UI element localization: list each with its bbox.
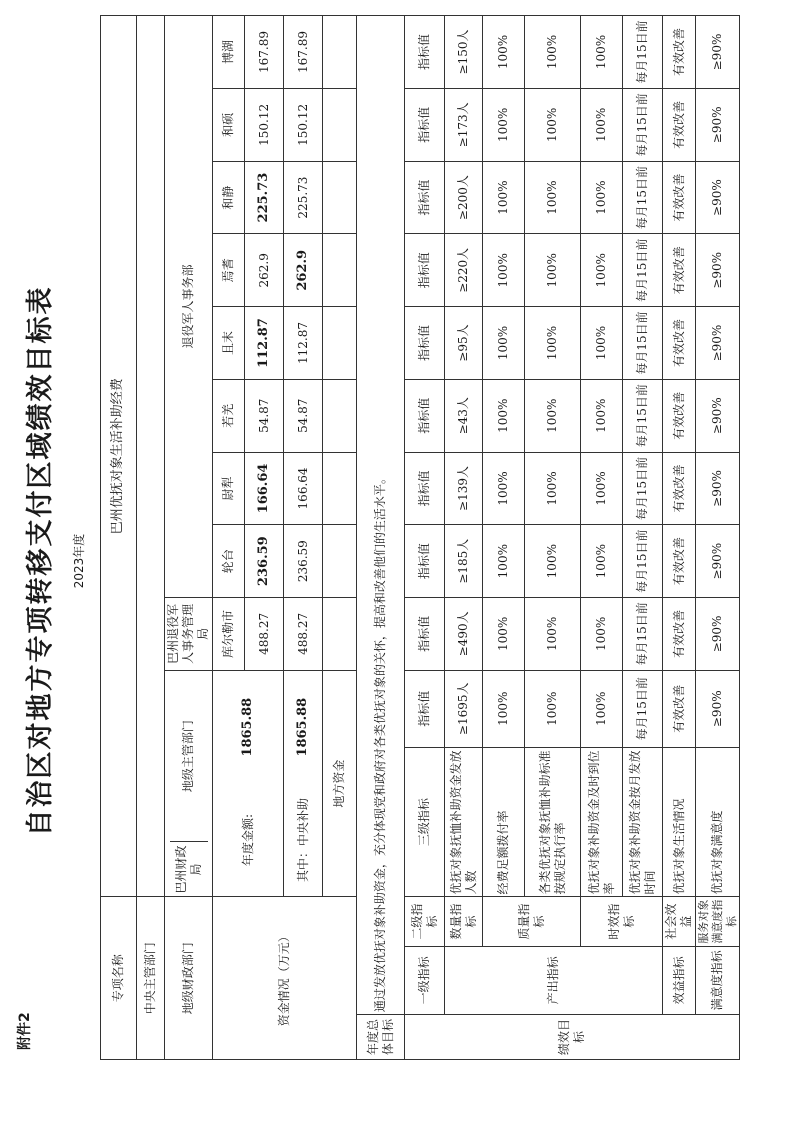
central-amount-label: 其中：中央补助	[295, 798, 310, 883]
level3-cell: 优抚对象抚恤补助资金发放人数	[445, 747, 483, 897]
county-annual: 262.9	[245, 234, 284, 307]
county-value: 有效改善	[663, 525, 696, 598]
value-cell: 100%	[525, 670, 581, 747]
county-value: 每月15日前	[623, 16, 663, 89]
level3-header: 三级指标	[405, 747, 445, 897]
county-value: 有效改善	[663, 598, 696, 671]
level2-cell: 数量指标	[445, 897, 483, 946]
county-value: ≥90%	[696, 89, 740, 162]
county-value: ≥90%	[696, 379, 740, 452]
county-value: 100%	[525, 307, 581, 380]
county-name: 尉犁	[213, 452, 245, 525]
county-value: 100%	[525, 452, 581, 525]
performance-table	[100, 15, 740, 1060]
county-central: 54.87	[284, 379, 323, 452]
value-header: 指标值	[405, 452, 445, 525]
value-header: 指标值	[405, 379, 445, 452]
county-value: ≥220人	[445, 234, 483, 307]
county-value: 每月15日前	[623, 525, 663, 598]
county-central: 488.27	[284, 598, 323, 671]
county-value: 100%	[581, 161, 623, 234]
county-value: 100%	[525, 598, 581, 671]
county-value: 100%	[483, 307, 525, 380]
county-central: 262.9	[284, 234, 323, 307]
project-label: 专项名称	[101, 897, 137, 1060]
local-mgmt-value: 巴州退役军人事务管理局	[165, 598, 213, 671]
county-value: 有效改善	[663, 161, 696, 234]
county-value: 每月15日前	[623, 161, 663, 234]
county-value: 100%	[581, 379, 623, 452]
county-header-row	[213, 16, 245, 1060]
county-value: 100%	[483, 452, 525, 525]
page-title: 自治区对地方专项转移支付区域绩效目标表	[25, 285, 56, 837]
county-value: ≥490人	[445, 598, 483, 671]
county-value: 每月15日前	[623, 307, 663, 380]
county-value: ≥150人	[445, 16, 483, 89]
county-annual: 225.73	[245, 161, 284, 234]
county-value: 100%	[525, 161, 581, 234]
county-annual: 150.12	[245, 89, 284, 162]
performance-label: 绩效目标	[405, 1015, 740, 1060]
county-value: 有效改善	[663, 452, 696, 525]
county-value: ≥95人	[445, 307, 483, 380]
county-name: 和硕	[213, 89, 245, 162]
level3-cell: 优抚对象生活情况	[663, 747, 696, 897]
county-value: 100%	[581, 234, 623, 307]
central-dept-label: 中央主管部门	[137, 897, 165, 1060]
county-value: 每月15日前	[623, 89, 663, 162]
value-header: 指标值	[405, 234, 445, 307]
county-value: 每月15日前	[623, 452, 663, 525]
value-cell: 100%	[483, 670, 525, 747]
county-value: 100%	[581, 307, 623, 380]
county-value: 100%	[525, 89, 581, 162]
county-value: ≥200人	[445, 161, 483, 234]
county-name: 和静	[213, 161, 245, 234]
local-finance-value: 巴州财政局	[170, 841, 208, 896]
county-value: 100%	[581, 89, 623, 162]
county-value: 100%	[525, 525, 581, 598]
county-value: 100%	[525, 234, 581, 307]
county-value: ≥43人	[445, 379, 483, 452]
effect-category: 效益指标	[663, 946, 696, 1014]
central-dept-row	[137, 16, 165, 1060]
value-header: 指标值	[405, 525, 445, 598]
value-header: 指标值	[405, 161, 445, 234]
project-value: 巴州优抚对象生活补助经费	[101, 16, 137, 897]
county-central: 167.89	[284, 16, 323, 89]
overall-goal-row	[357, 16, 405, 1060]
overall-goal-label: 年度总体目标	[357, 1015, 405, 1060]
overall-goal-text: 通过发放优抚对象补助资金，充分体现党和政府对各类优抚对象的关怀，提高和改善他们的生活水平。	[357, 16, 405, 1015]
county-annual: 167.89	[245, 16, 284, 89]
county-value: 100%	[581, 452, 623, 525]
county-annual: 54.87	[245, 379, 284, 452]
level1-header: 一级指标	[405, 946, 445, 1014]
value-cell: 有效改善	[663, 670, 696, 747]
county-name: 轮台	[213, 525, 245, 598]
indicator-row	[483, 16, 525, 1060]
county-value: 有效改善	[663, 16, 696, 89]
value-cell: ≥90%	[696, 670, 740, 747]
annual-amount-block	[213, 670, 284, 897]
county-name: 焉耆	[213, 234, 245, 307]
level3-cell: 优抚对象补助资金及时到位率	[581, 747, 623, 897]
county-value: ≥185人	[445, 525, 483, 598]
county-value: ≥139人	[445, 452, 483, 525]
county-value: ≥173人	[445, 89, 483, 162]
county-value: 每月15日前	[623, 598, 663, 671]
central-amount-block	[284, 670, 323, 897]
value-header: 指标值	[405, 670, 445, 747]
value-header: 指标值	[405, 89, 445, 162]
county-central: 225.73	[284, 161, 323, 234]
level3-cell: 经费足额拨付率	[483, 747, 525, 897]
satisfaction-category: 满意度指标	[696, 946, 740, 1014]
annual-amount-label: 年度金额:	[240, 814, 255, 867]
level3-cell: 优抚对象补助资金按月发放时间	[623, 747, 663, 897]
county-name: 且末	[213, 307, 245, 380]
annual-amount-total: 1865.88	[239, 697, 255, 757]
county-value: 每月15日前	[623, 234, 663, 307]
county-value: 100%	[483, 598, 525, 671]
level3-cell: 优抚对象满意度	[696, 747, 740, 897]
local-amount-label: 地方资金	[323, 670, 357, 897]
county-value: 100%	[483, 234, 525, 307]
county-value: 100%	[581, 598, 623, 671]
funding-label: 资金情况（万元）	[213, 897, 357, 1060]
county-value: 有效改善	[663, 89, 696, 162]
county-value: 有效改善	[663, 379, 696, 452]
value-cell: ≥1695人	[445, 670, 483, 747]
project-row	[101, 16, 137, 1060]
annex-label: 附件2	[17, 1012, 33, 1050]
year-label: 2023年度	[72, 533, 86, 589]
value-cell: 100%	[581, 670, 623, 747]
level2-cell: 服务对象满意度指标	[696, 897, 740, 946]
indicator-header-row	[405, 16, 445, 1060]
county-name: 库尔勒市	[213, 598, 245, 671]
county-name: 若羌	[213, 379, 245, 452]
county-dept-value: 退役军人事务部	[165, 16, 213, 598]
county-value: 100%	[581, 525, 623, 598]
local-finance-label: 地级财政部门	[165, 897, 213, 1060]
county-value: 100%	[581, 16, 623, 89]
level2-cell: 质量指标	[483, 897, 581, 946]
county-value: 有效改善	[663, 234, 696, 307]
county-central: 112.87	[284, 307, 323, 380]
level3-cell: 各类优抚对象抚恤补助标准按规定执行率	[525, 747, 581, 897]
county-value: ≥90%	[696, 234, 740, 307]
indicator-row	[696, 16, 740, 1060]
county-value: ≥90%	[696, 161, 740, 234]
county-annual: 488.27	[245, 598, 284, 671]
county-value: 100%	[483, 16, 525, 89]
indicator-row	[663, 16, 696, 1060]
county-value: ≥90%	[696, 598, 740, 671]
county-value: ≥90%	[696, 452, 740, 525]
county-value: 100%	[525, 379, 581, 452]
value-header: 指标值	[405, 307, 445, 380]
county-value: 100%	[483, 161, 525, 234]
finance-and-mgmt	[165, 670, 213, 897]
county-value: 100%	[483, 525, 525, 598]
county-value: 100%	[483, 379, 525, 452]
county-central: 150.12	[284, 89, 323, 162]
level2-cell: 时效指标	[581, 897, 663, 946]
county-value: ≥90%	[696, 307, 740, 380]
level2-cell: 社会效益	[663, 897, 696, 946]
county-annual: 166.64	[245, 452, 284, 525]
county-value: ≥90%	[696, 525, 740, 598]
county-annual: 112.87	[245, 307, 284, 380]
county-value: 每月15日前	[623, 379, 663, 452]
indicator-row	[581, 16, 623, 1060]
county-central: 236.59	[284, 525, 323, 598]
value-header: 指标值	[405, 16, 445, 89]
county-value: 100%	[483, 89, 525, 162]
level2-header: 二级指标	[405, 897, 445, 946]
county-name: 博湖	[213, 16, 245, 89]
local-mgmt-label: 地级主管部门	[181, 720, 195, 793]
county-value: ≥90%	[696, 16, 740, 89]
central-amount-total: 1865.88	[294, 697, 310, 757]
value-cell: 每月15日前	[623, 670, 663, 747]
value-header: 指标值	[405, 598, 445, 671]
central-dept-value	[137, 16, 165, 897]
county-value: 有效改善	[663, 307, 696, 380]
indicator-row	[445, 16, 483, 1060]
local-dept-row	[165, 16, 213, 1060]
county-annual: 236.59	[245, 525, 284, 598]
output-category: 产出指标	[445, 946, 663, 1014]
county-value: 100%	[525, 16, 581, 89]
county-central: 166.64	[284, 452, 323, 525]
